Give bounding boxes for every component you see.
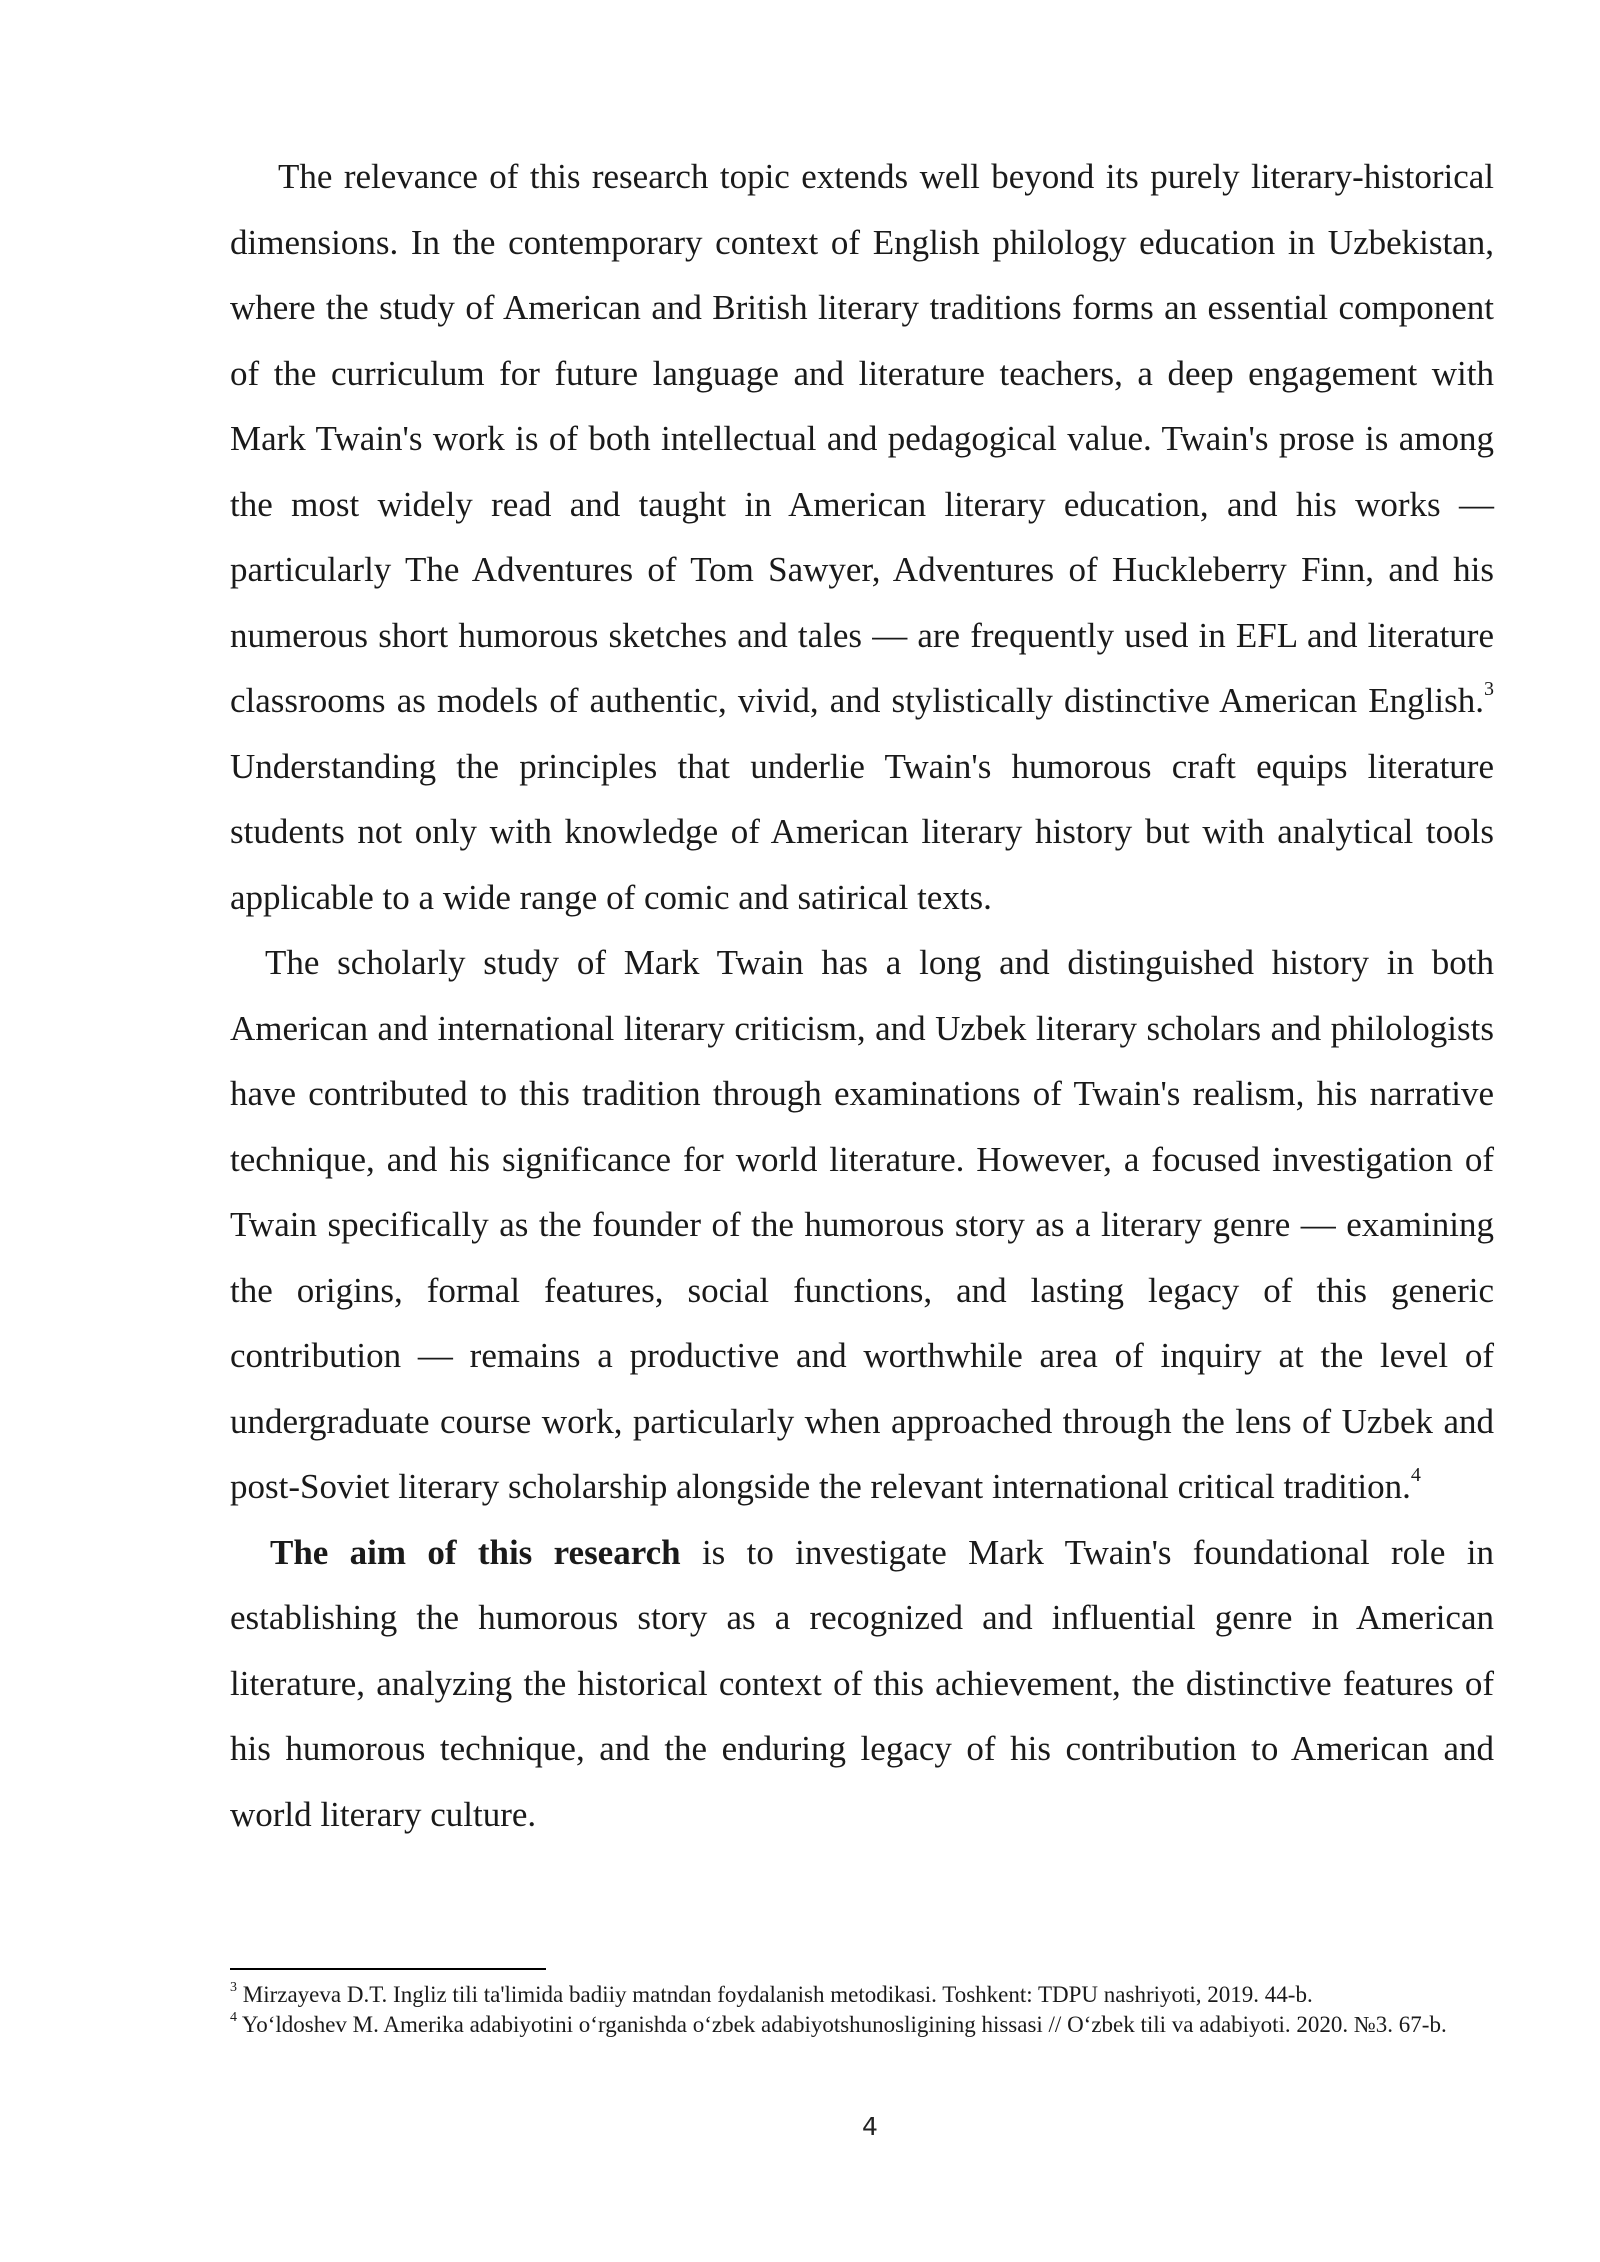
paragraph-relevance-text-a: The relevance of this research topic extends well beyond its purely literary-historical dimensions. In the contemporary context of English philology education in Uzbekistan, where the study of American and British literary traditions forms an essential component of the curriculum for future language and literature teachers, a deep engagement with Mark Twain's work is of both intellectual and pedagogical value. Twain's prose is among the most widely read and taught in American literary education, and his works — particularly The Adventures of Tom Sawyer, Adventures of Huckleberry Finn, and his numerous short humorous sketches and tales — are frequently used in EFL and literature classrooms as models of authentic, vivid, and stylistically distinctive American English. [230, 157, 1494, 720]
paragraph-aim [230, 1520, 1494, 1848]
footnote-3-number: 3 [230, 1980, 237, 1996]
paragraph-scholarly-study [230, 930, 1494, 1520]
paragraph-aim-text: is to investigate Mark Twain's foundational role in establishing the humorous story as a recognized and influential genre in American literature, analyzing the historical context of this achievement, the distinctive features of his humorous technique, and the enduring legacy of his contribution to American and world literary culture. [230, 1532, 1494, 1834]
footnote-3-text: Mirzayeva D.T. Ingliz tili ta'limida badiiy matndan foydalanish metodikasi. Toshkent: TDPU nashriyoti, 2019. 44-b. [242, 1982, 1313, 2007]
body-text [230, 144, 1494, 1847]
paragraph-relevance-text-b: Understanding the principles that underlie Twain's humorous craft equips literature students not only with knowledge of American literary history but with analytical tools applicable to a wide range of comic and satirical texts. [230, 746, 1494, 917]
footnote-4-number: 4 [230, 2010, 237, 2026]
footnote-separator [230, 1968, 546, 1970]
footnote-4-text: Yo‘ldoshev M. Amerika adabiyotini o‘rganishda o‘zbek adabiyotshunosligining hissasi // O‘zbek tili va adabiyoti. 2020. №3. 67-b. [241, 2012, 1447, 2037]
page-number: 4 [862, 2112, 878, 2141]
paragraph-scholarly-study-text: The scholarly study of Mark Twain has a long and distinguished history in both American and international literary criticism, and Uzbek literary scholars and philologists have contributed to this tradition through examinations of Twain's realism, his narrative technique, and his significance for world literature. However, a focused investigation of Twain specifically as the founder of the humorous story as a literary genre — examining the origins, formal features, social functions, and lasting legacy of this generic contribution — remains a productive and worthwhile area of inquiry at the level of undergraduate course work, particularly when approached through the lens of Uzbek and post-Soviet literary scholarship alongside the relevant international critical tradition. [230, 943, 1494, 1506]
aim-bold-lead: The aim of this research [270, 1532, 681, 1572]
paragraph-relevance [230, 144, 1494, 930]
footnote-ref-4[interactable]: 4 [1410, 1464, 1421, 1487]
footnote-ref-3[interactable]: 3 [1484, 678, 1494, 701]
footnote-3 [230, 1980, 1494, 2010]
footnotes [230, 1980, 1494, 2040]
footnote-4 [230, 2010, 1494, 2040]
